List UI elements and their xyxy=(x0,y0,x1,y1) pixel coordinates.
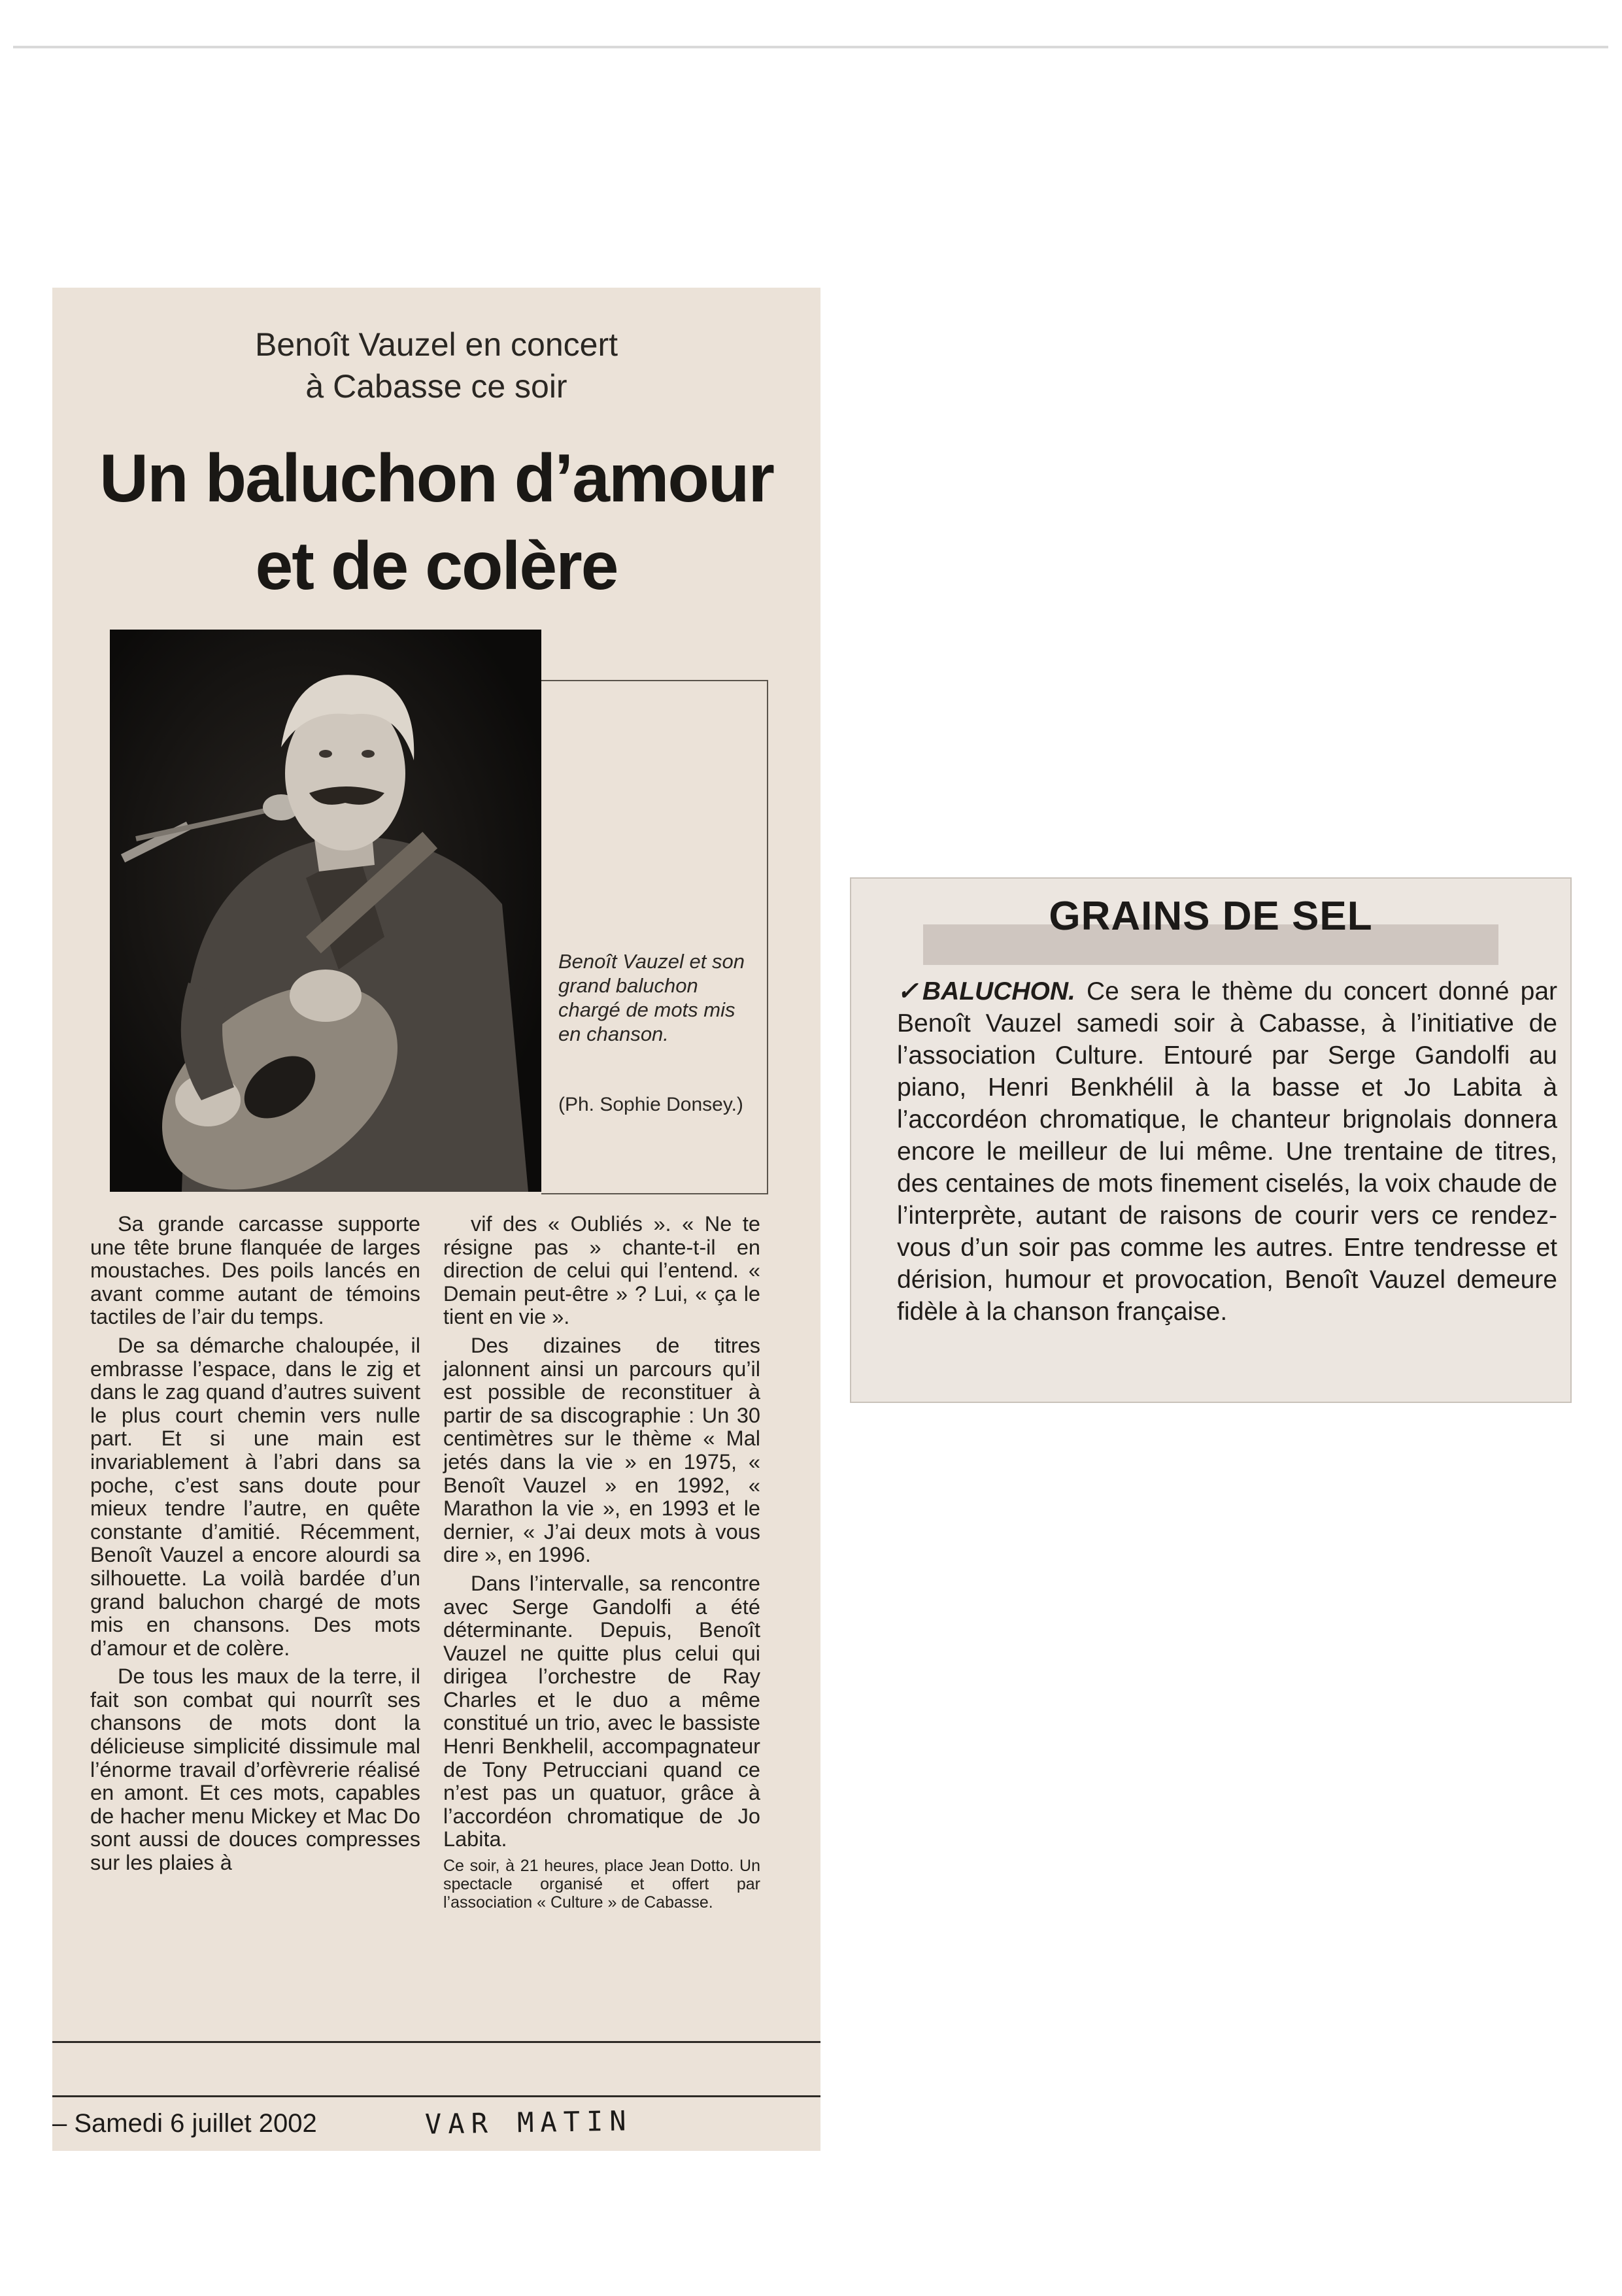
concert-photo xyxy=(110,630,541,1192)
singer-with-guitar-image xyxy=(110,630,541,1192)
photo-credit: (Ph. Sophie Donsey.) xyxy=(558,1094,743,1115)
paragraph: Des dizaines de titres jalonnent ainsi un parcours qu’il est possible de reconstituer à partir de sa discographie : Un 30 centimètres sur le thème « Mal jetés dans la vie » en 1975, « Benoît Vauzel » en 1992, « Marathon la vie », en 1993 et le dernier, « J’ai deux mots à vous dire », en 1996. xyxy=(443,1333,760,1567)
kicker-line-1: Benoît Vauzel en concert xyxy=(255,326,618,363)
article-column-2 xyxy=(443,1213,760,1917)
grains-body xyxy=(897,975,1557,1328)
headline-line-1: Un baluchon d’amour xyxy=(99,441,773,516)
event-info: Ce soir, à 21 heures, place Jean Dotto. Un spectacle organisé et offert par l’association « Culture » de Cabasse. xyxy=(443,1857,760,1912)
paragraph: Dans l’intervalle, sa rencontre avec Serge Gandolfi a été déterminante. Depuis, Benoît Vauzel ne quitte plus celui qui dirigea l’orchestre de Ray Charles et le duo a même constitué un trio, avec le bassiste Henri Benkhelil, accompagnateur de Tony Petrucciani quand ce n’est pas un quatuor, grâce à l’accordéon chromatique de Jo Labita. xyxy=(443,1571,760,1851)
photo-caption: Benoît Vauzel et son grand baluchon chargé de mots mis en chanson. xyxy=(558,950,745,1045)
grains-title: GRAINS DE SEL xyxy=(1049,894,1373,939)
clipping-footer xyxy=(52,2095,820,2151)
handwritten-publication-name: VAR MATIN xyxy=(424,2104,633,2140)
article-kicker xyxy=(52,324,820,407)
scan-edge-line xyxy=(13,46,1608,68)
headline-line-2: et de colère xyxy=(255,528,618,604)
grains-de-sel-clipping xyxy=(850,877,1572,1403)
newspaper-article xyxy=(52,288,820,2151)
paragraph: Sa grande carcasse supporte une tête brune flanquée de larges moustaches. Des poils lancés en avant comme autant de témoins tactiles de l’air du temps. xyxy=(90,1212,420,1329)
divider xyxy=(52,2041,820,2043)
paragraph: De tous les maux de la terre, il fait son combat qui nourrît ses chansons de mots dont la délicieuse simplicité dissimule mal l’énorme travail d’orfèvrerie réalisé en amont. Et ces mots, capables de hacher menu Mickey et Mac Do sont aussi de douces compresses sur les plaies à xyxy=(90,1664,420,1875)
grains-lead: ✓BALUCHON. xyxy=(897,977,1087,1005)
photo-caption-box xyxy=(541,680,768,1194)
grains-text: Ce sera le thème du concert donné par Benoît Vauzel samedi soir à Cabasse, à l’initiative de l’association Culture. Entouré par Serge Gandolfi au piano, Henri Benkhélil à la basse et Jo Labita à l’accordéon chromatique, le chanteur brignolais donnera encore le meilleur de lui même. Une trentaine de titres, des centaines de mots finement ciselés, la voix chaude de l’interprète, autant de raisons de courir vers ce rendez-vous d’un soir pas comme les autres. Entre tendresse et dérision, humour et provocation, Benoît Vauzel demeure fidèle à la chanson française. xyxy=(897,977,1558,1326)
kicker-line-2: à Cabasse ce soir xyxy=(305,368,567,405)
paragraph: De sa démarche chaloupée, il embrasse l’espace, dans le zig et dans le zag quand d’autres suivent le plus court chemin vers nulle part. Et si une main est invariablement à l’abri dans sa poche, c’est sans doute pour mieux tendre l’autre, en quête constante d’amitié. Récemment, Benoît Vauzel a encore alourdi sa silhouette. La voilà bardée d’un grand baluchon chargé de mots mis en chansons. Des mots d’amour et de colère. xyxy=(90,1333,420,1660)
article-column-1 xyxy=(90,1213,420,1880)
paragraph: vif des « Oubliés ». « Ne te résigne pas » chante-t-il en direction de celui qui l’entend. « Demain peut-être » ? Lui, « ça le tient en vie ». xyxy=(443,1212,760,1329)
publication-date: – Samedi 6 juillet 2002 xyxy=(52,2109,317,2138)
article-headline xyxy=(52,435,820,610)
